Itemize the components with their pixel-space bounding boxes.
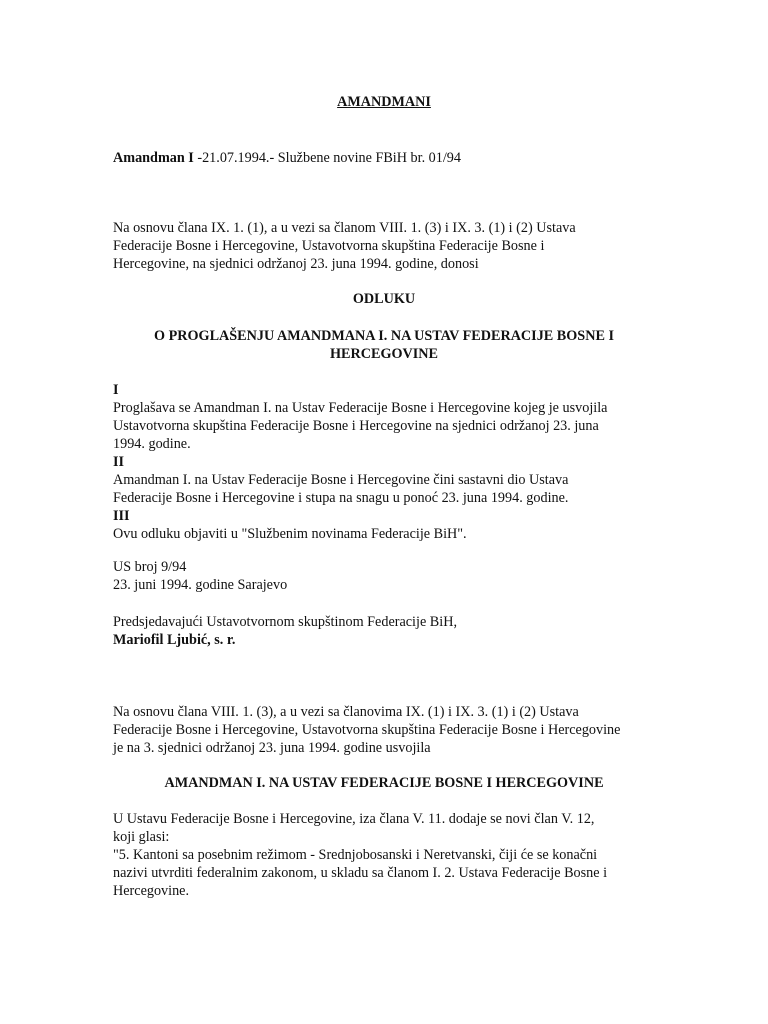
intro-line: Na osnovu člana IX. 1. (1), a u vezi sa članom VIII. 1. (3) i IX. 3. (1) i (2) Ustava <box>113 220 576 236</box>
document-title: AMANDMANI <box>337 94 431 110</box>
decision-subheading <box>100 327 668 363</box>
second-paragraph-line: Na osnovu člana VIII. 1. (3), a u vezi sa članovima IX. (1) i IX. 3. (1) i (2) Ustava <box>113 704 579 720</box>
decision-subheading-line: HERCEGOVINE <box>330 346 438 362</box>
section-line: Amandman I. na Ustav Federacije Bosne i Hercegovine čini sastavni dio Ustava <box>113 472 569 488</box>
intro-paragraph <box>113 219 658 273</box>
amendment-heading: AMANDMAN I. NA USTAV FEDERACIJE BOSNE I HERCEGOVINE <box>164 775 604 791</box>
section-numeral: I <box>113 382 119 398</box>
section-line: Federacije Bosne i Hercegovine i stupa na snagu u ponoć 23. juna 1994. godine. <box>113 490 569 506</box>
signatory-name: Mariofil Ljubić, s. r. <box>113 632 236 648</box>
amendment-body <box>113 810 658 900</box>
decision-subheading-line: O PROGLAŠENJU AMANDMANA I. NA USTAV FEDERACIJE BOSNE I <box>154 328 614 344</box>
second-paragraph <box>113 703 658 757</box>
reference-number: US broj 9/94 <box>113 559 187 575</box>
second-paragraph-line: je na 3. sjednici održanoj 23. juna 1994. godine usvojila <box>113 740 431 756</box>
second-paragraph-line: Federacije Bosne i Hercegovine, Ustavotvorna skupština Federacije Bosne i Hercegovine <box>113 722 621 738</box>
decision-sections <box>113 381 658 543</box>
amendment-body-line: koji glasi: <box>113 829 170 845</box>
amendment-reference-line <box>113 149 658 167</box>
section-line: Ustavotvorna skupština Federacije Bosne i Hercegovine na sjednici održanoj 23. juna <box>113 418 599 434</box>
reference-date-place: 23. juni 1994. godine Sarajevo <box>113 577 288 593</box>
intro-line: Hercegovine, na sjednici održanoj 23. juna 1994. godine, donosi <box>113 256 479 272</box>
signatory-role: Predsjedavajući Ustavotvornom skupštinom Federacije BiH, <box>113 614 457 630</box>
decision-heading: ODLUKU <box>352 291 416 307</box>
reference-block <box>113 558 658 594</box>
section-line: 1994. godine. <box>113 436 191 452</box>
section-numeral: III <box>113 508 130 524</box>
amendment-reference-text: -21.07.1994.- Službene novine FBiH br. 01/94 <box>193 150 461 166</box>
amendment-body-line: "5. Kantoni sa posebnim režimom - Srednjobosanski i Neretvanski, čiji će se konačni <box>113 847 598 863</box>
amendment-body-line: U Ustavu Federacije Bosne i Hercegovine, iza člana V. 11. dodaje se novi član V. 12, <box>113 811 595 827</box>
intro-line: Federacije Bosne i Hercegovine, Ustavotvorna skupština Federacije Bosne i <box>113 238 545 254</box>
amendment-body-line: Hercegovine. <box>113 883 190 899</box>
section-line: Ovu odluku objaviti u "Službenim novinama Federacije BiH". <box>113 526 467 542</box>
section-line: Proglašava se Amandman I. na Ustav Federacije Bosne i Hercegovine kojeg je usvojila <box>113 400 608 416</box>
section-numeral: II <box>113 454 125 470</box>
amendment-label: Amandman I <box>113 150 194 166</box>
amendment-body-line: nazivi utvrditi federalnim zakonom, u skladu sa članom I. 2. Ustava Federacije Bosne i <box>113 865 608 881</box>
signature-block <box>113 613 658 649</box>
